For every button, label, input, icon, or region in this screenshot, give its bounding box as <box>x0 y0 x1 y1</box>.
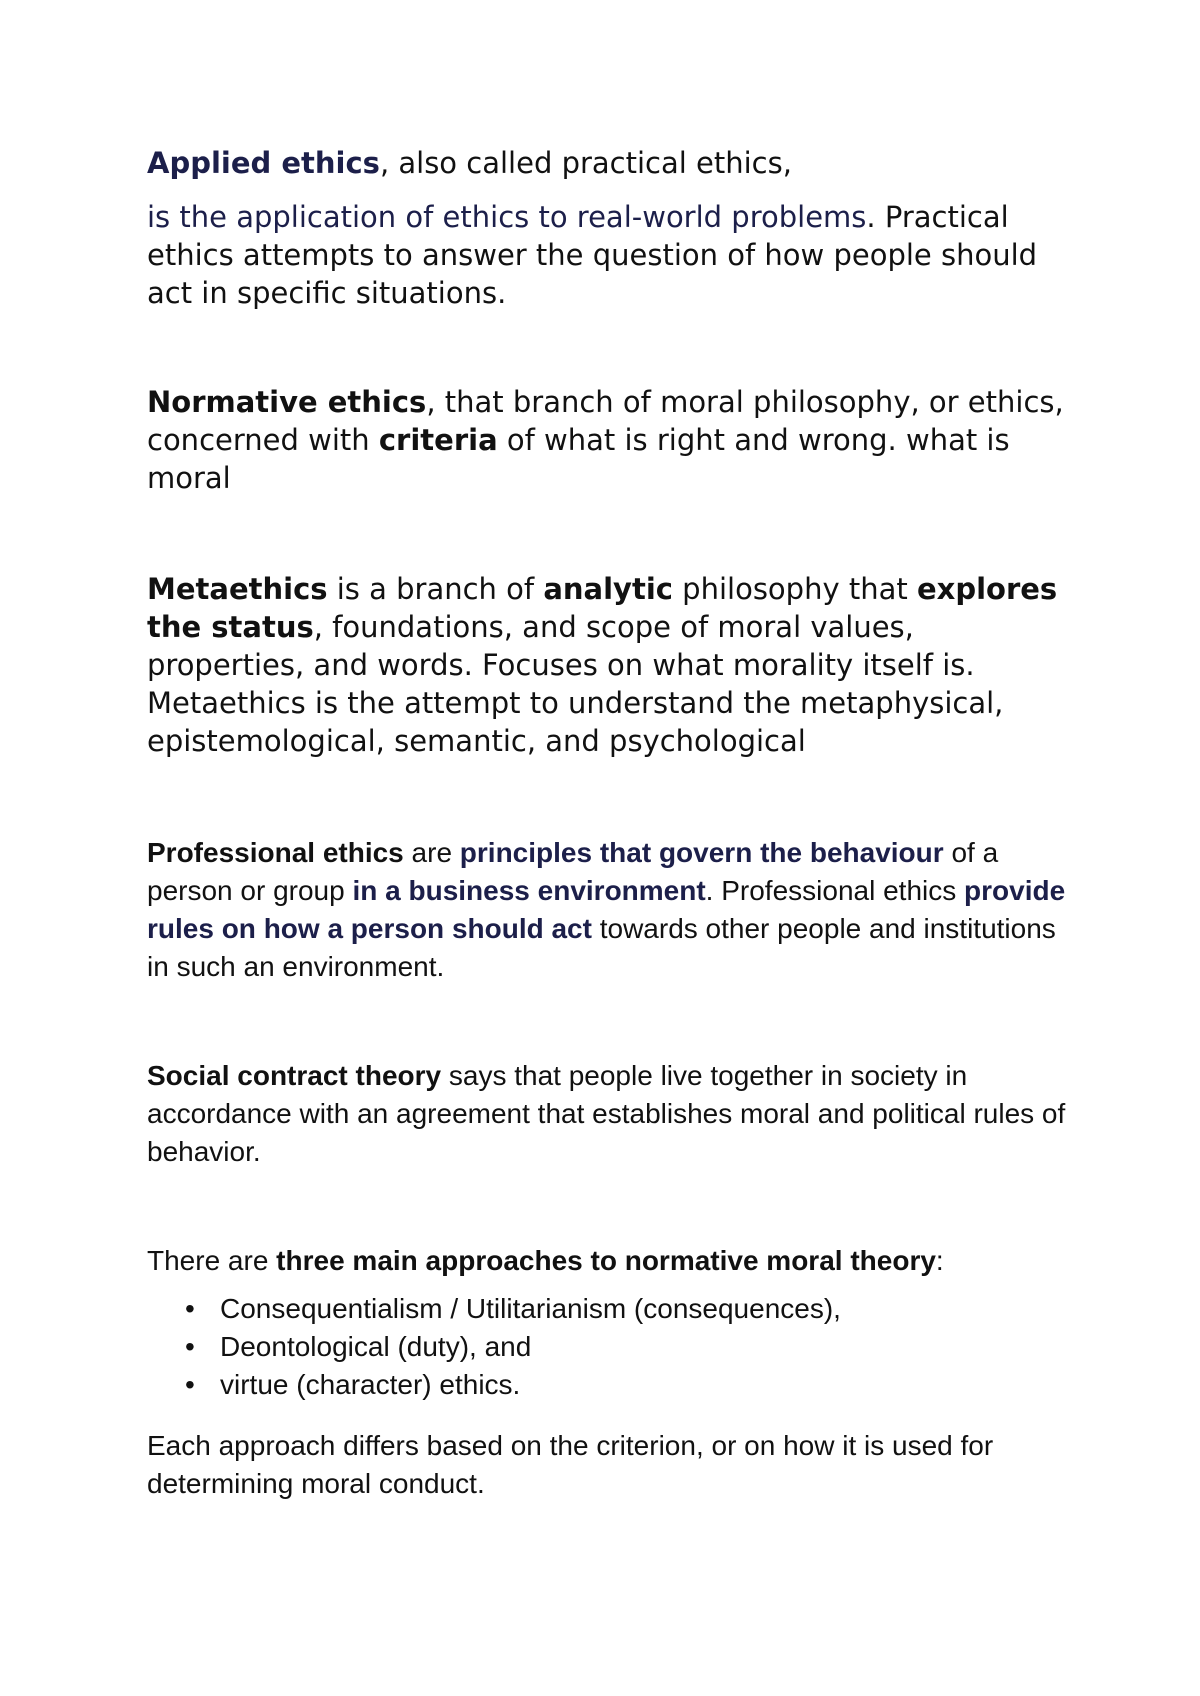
metaethics-text-3: , foundations, and scope of moral values, properties, and words. Focuses on what morality itself is. Metaethics is the attempt to understand the metaphysical, epistemological, semantic, and psychological <box>147 610 1004 758</box>
approaches-intro-bold: three main approaches to normative moral theory <box>276 1245 936 1276</box>
list-item-text: virtue (character) ethics. <box>220 1369 521 1400</box>
professional-ethics-text-1: are <box>403 837 460 868</box>
normative-ethics-term: Normative ethics <box>147 385 427 419</box>
metaethics-explores: explores the status <box>147 572 1058 644</box>
approaches-intro <box>147 1242 1077 1280</box>
list-item <box>147 1328 1047 1366</box>
bullet-icon: • <box>185 1369 195 1400</box>
approaches-conclusion: Each approach differs based on the criterion, or on how it is used for determining moral conduct. <box>147 1430 994 1499</box>
bullet-icon: • <box>185 1293 195 1324</box>
metaethics-text-1: is a branch of <box>327 572 544 606</box>
professional-ethics-term: Professional ethics <box>147 837 404 868</box>
normative-ethics-text-2: of what is right and wrong. what is moral <box>147 423 1010 495</box>
professional-ethics-text-4: towards other people and institutions in such an environment. <box>147 913 1056 982</box>
applied-ethics-heading-line <box>147 144 1077 182</box>
approaches-intro-end: : <box>935 1245 944 1276</box>
normative-ethics-criteria: criteria <box>378 423 498 457</box>
list-item-text: Consequentialism / Utilitarianism (consequences), <box>220 1293 841 1324</box>
professional-ethics-rules: provide rules on how a person should act <box>147 875 1066 944</box>
metaethics-term: Metaethics <box>147 572 328 606</box>
metaethics-analytic: analytic <box>543 572 673 606</box>
metaethics-paragraph <box>147 570 1077 760</box>
social-contract-term: Social contract theory <box>147 1060 442 1091</box>
applied-ethics-term: Applied ethics <box>147 146 380 180</box>
professional-ethics-principles: principles that govern the behaviour <box>459 837 944 868</box>
professional-ethics-text-3: . Professional ethics <box>705 875 965 906</box>
metaethics-text-2: philosophy that <box>672 572 917 606</box>
normative-ethics-text-1: , that branch of moral philosophy, or ethics, concerned with <box>147 385 1064 457</box>
applied-ethics-definition-rest: . Practical ethics attempts to answer the question of how people should act in specific situations. <box>147 200 1038 310</box>
list-item <box>147 1366 1047 1404</box>
social-contract-text: says that people live together in society in accordance with an agreement that establishes moral and political rules of behavior. <box>147 1060 1066 1167</box>
professional-ethics-paragraph <box>147 834 1077 986</box>
professional-ethics-business: in a business environment <box>352 875 706 906</box>
professional-ethics-text-2: of a person or group <box>147 837 999 906</box>
approaches-intro-start: There are <box>147 1245 277 1276</box>
applied-ethics-definition-lead: is the application of ethics to real-world problems <box>147 200 867 234</box>
normative-ethics-paragraph <box>147 383 1077 497</box>
list-item <box>147 1290 1047 1328</box>
applied-ethics-definition <box>147 198 1077 312</box>
bullet-icon: • <box>185 1331 195 1362</box>
approaches-list <box>147 1290 1047 1404</box>
list-item-text: Deontological (duty), and <box>220 1331 532 1362</box>
applied-ethics-aka: , also called practical ethics, <box>379 146 792 180</box>
social-contract-paragraph <box>147 1057 1077 1171</box>
